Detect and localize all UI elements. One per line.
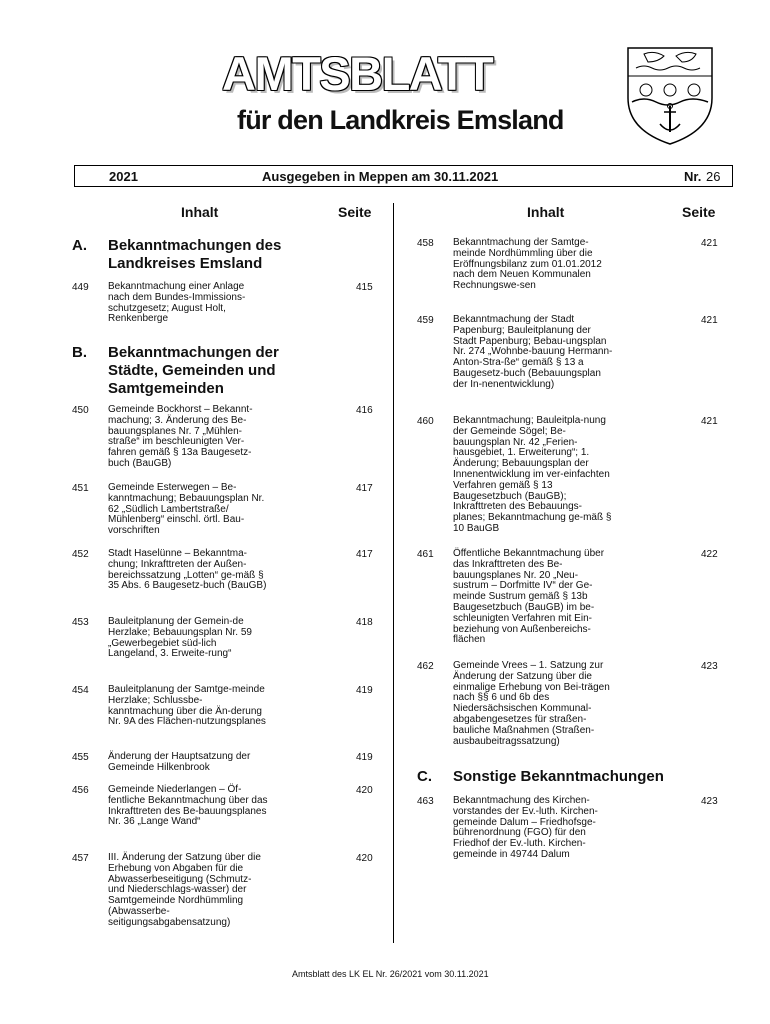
entry-number: 462 bbox=[417, 661, 434, 672]
page-footer: Amtsblatt des LK EL Nr. 26/2021 vom 30.11.2021 bbox=[292, 969, 489, 979]
entry-text: Bekanntmachung der Samtge-meinde Nordhümmling über die Eröffnungsbilanz zum 01.01.2012 nach dem Neuen Kommunalen Rechnungswe-sen bbox=[453, 237, 602, 292]
entry-text: Gemeinde Vrees – 1. Satzung zur Änderung der Satzung über die einmalige Erhebung von Bei-trägen nach §§ 6 und 6b des Niedersächsischen Kommunal-abgabengesetzes für straßen-bauliche Maßnahmen (Straßen-ausbaubeitragssatzung) bbox=[453, 660, 610, 747]
entry-text: Gemeinde Niederlangen – Öf-fentliche Bekanntmachung über das Inkrafttreten des Be-bauungsplanes Nr. 36 „Lange Wand“ bbox=[108, 784, 268, 828]
entry-page: 423 bbox=[701, 661, 718, 672]
entry-page: 423 bbox=[701, 796, 718, 807]
entry-number: 451 bbox=[72, 483, 89, 494]
entry-number: 460 bbox=[417, 416, 434, 427]
entry-text: Änderung der Hauptsatzung der Gemeinde Hilkenbrook bbox=[108, 751, 251, 773]
entry-page: 417 bbox=[356, 549, 373, 560]
issue-banner bbox=[74, 165, 733, 187]
page-subtitle: für den Landkreis Emsland bbox=[237, 105, 564, 135]
entry-text: Bekanntmachung der Stadt Papenburg; Bauleitplanung der Stadt Papenburg; Bebau-ungsplan Nr. 274 „Wohnbe-bauung Hermann-Anton-Stra-ße“ gemäß § 13 a Baugesetz-buch (Bebauungsplan der In-nenentwicklung) bbox=[453, 314, 613, 390]
col-right-inhalt: Inhalt bbox=[527, 204, 565, 220]
entry-text: Bauleitplanung der Gemein-de Herzlake; Bebauungsplan Nr. 59 „Gewerbegebiet süd-lich Langeland, 3. Erweite-rung“ bbox=[108, 616, 252, 660]
entry-page: 419 bbox=[356, 685, 373, 696]
entry-number: 454 bbox=[72, 685, 89, 696]
entry-page: 420 bbox=[356, 785, 373, 796]
entry-number: 461 bbox=[417, 549, 434, 560]
section-a-title: Bekanntmachungen des Landkreises Emsland bbox=[108, 237, 282, 272]
entry-number: 453 bbox=[72, 617, 89, 628]
entry-page: 415 bbox=[356, 282, 373, 293]
entry-text: Bauleitplanung der Samtge-meinde Herzlake; Schlussbe-kanntmachung über die Än-derung Nr. 9A des Flächen-nutzungsplanes bbox=[108, 684, 266, 728]
entry-text: Öffentliche Bekanntmachung über das Inkrafttreten des Be-bauungsplanes Nr. 20 „Neu-sustrum – Dorfmitte IV“ der Ge-meinde Sustrum gemäß § 13b Baugesetzbuch (BauGB) im be-schleunigten Verfahren mit Ein-beziehung von Außenbereichs-flächen bbox=[453, 548, 605, 646]
entry-text: Bekanntmachung; Bauleitpla-nung der Gemeinde Sögel; Be-bauungsplan Nr. 42 „Ferien-hausgebiet, 1. Erweiterung“; 1. Änderung; Bebauungsplan der Innenentwicklung im ver-einfachten Verfahren gemäß § 13 Baugesetzbuch (BauGB); Inkrafttreten des Bebauungs-planes; Bekanntmachung ge-mäß § 10 BauGB bbox=[453, 415, 612, 534]
col-left-seite: Seite bbox=[338, 204, 372, 220]
section-b-letter: B. bbox=[72, 344, 87, 361]
section-c-letter: C. bbox=[417, 768, 432, 785]
section-c-title: Sonstige Bekanntmachungen bbox=[453, 768, 664, 785]
issue-number-label: Nr. bbox=[684, 169, 702, 184]
col-left-inhalt: Inhalt bbox=[181, 204, 219, 220]
col-right-seite: Seite bbox=[682, 204, 716, 220]
entry-page: 422 bbox=[701, 549, 718, 560]
entry-number: 463 bbox=[417, 796, 434, 807]
section-b-title: Bekanntmachungen der Städte, Gemeinden und Samtgemeinden bbox=[108, 344, 279, 397]
entry-text: Gemeinde Esterwegen – Be-kanntmachung; Bebauungsplan Nr. 62 „Südlich Lambertstraße/ Mühlenberg“ einschl. örtl. Bau-vorschriften bbox=[108, 482, 265, 537]
entry-number: 452 bbox=[72, 549, 89, 560]
entry-text: III. Änderung der Satzung über die Erhebung von Abgaben für die Abwasserbeseitigung (Schmutz- und Niederschlags-wasser) der Samtgemeinde Nordhümmling (Abwasserbe-seitigungsabgabensatzung) bbox=[108, 852, 261, 928]
entry-number: 456 bbox=[72, 785, 89, 796]
entry-number: 450 bbox=[72, 405, 89, 416]
coat-of-arms-icon bbox=[624, 40, 716, 148]
entry-page: 421 bbox=[701, 416, 718, 427]
column-divider bbox=[393, 203, 394, 943]
entry-number: 455 bbox=[72, 752, 89, 763]
entry-page: 421 bbox=[701, 315, 718, 326]
entry-text: Gemeinde Bockhorst – Bekannt-machung; 3. Änderung des Be-bauungsplanes Nr. 7 „Mühlen-straße“ im beschleunigten Ver-fahren gemäß § 13a Baugesetz-buch (BauGB) bbox=[108, 404, 253, 469]
entry-page: 417 bbox=[356, 483, 373, 494]
entry-page: 416 bbox=[356, 405, 373, 416]
issue-number: 26 bbox=[706, 169, 721, 184]
entry-number: 449 bbox=[72, 282, 89, 293]
entry-page: 421 bbox=[701, 238, 718, 249]
entry-text: Stadt Haselünne – Bekanntma-chung; Inkrafttreten der Außen-bereichssatzung „Lotten“ ge-mäß § 35 Abs. 6 Baugesetz-buch (BauGB) bbox=[108, 548, 267, 592]
entry-number: 459 bbox=[417, 315, 434, 326]
issue-year: 2021 bbox=[109, 169, 138, 184]
page-title: AMTSBLATT bbox=[222, 47, 493, 100]
entry-text: Bekanntmachung einer Anlage nach dem Bundes-Immissions-schutzgesetz; August Holt, Renkenberge bbox=[108, 281, 246, 325]
entry-text: Bekanntmachung des Kirchen-vorstandes der Ev.-luth. Kirchen-gemeinde Dalum – Friedhofsge-bührenordnung (FGO) für den Friedhof der Ev.-luth. Kirchen-gemeinde in 49744 Dalum bbox=[453, 795, 598, 860]
entry-page: 418 bbox=[356, 617, 373, 628]
section-a-letter: A. bbox=[72, 237, 87, 254]
issue-date: Ausgegeben in Meppen am 30.11.2021 bbox=[262, 169, 499, 184]
entry-page: 420 bbox=[356, 853, 373, 864]
entry-number: 457 bbox=[72, 853, 89, 864]
entry-number: 458 bbox=[417, 238, 434, 249]
entry-page: 419 bbox=[356, 752, 373, 763]
